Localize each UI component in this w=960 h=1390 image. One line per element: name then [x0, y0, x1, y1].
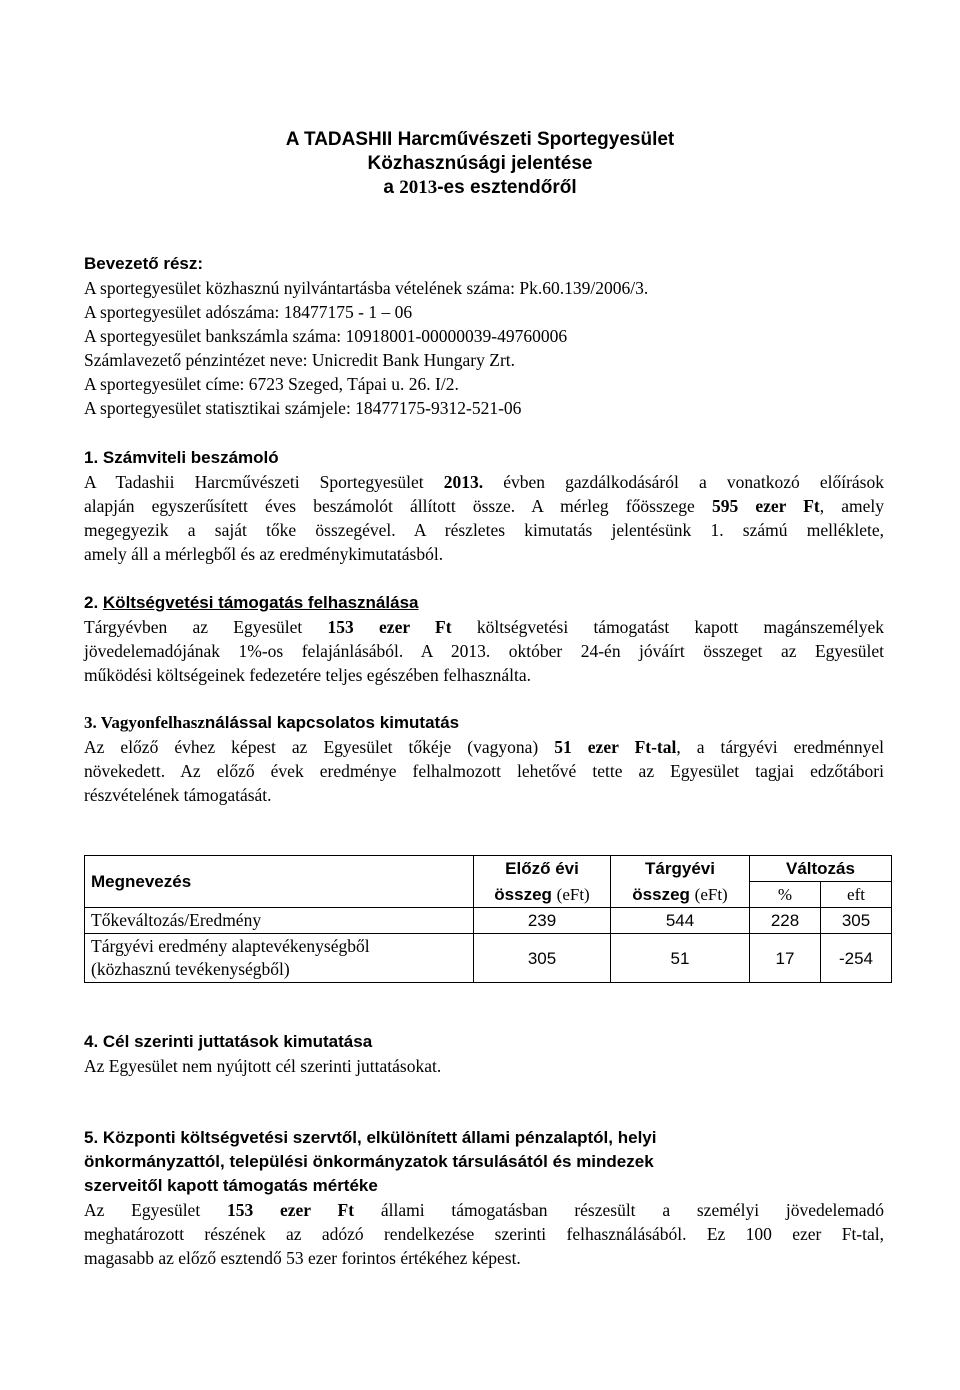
intro-line: A sportegyesület adószáma: 18477175 - 1 – 06 — [84, 302, 413, 322]
section-2-heading: 2. Költségvetési támogatás felhasználása — [84, 593, 419, 612]
section-4 — [84, 1030, 884, 1078]
header-prev: Előző évi — [474, 856, 611, 882]
row-curr: 544 — [611, 908, 750, 934]
intro-heading: Bevezető rész: — [84, 254, 204, 273]
section-2-paragraph: jövedelemadójának 1%-os felajánlásából. A 2013. október 24-én jóváírt összeget az Egyesület — [84, 641, 884, 661]
header-change: Változás — [750, 856, 892, 882]
intro-section — [84, 252, 884, 420]
section-3-paragraph: Az előző évhez képest az Egyesület tőkéje (vagyona) 51 ezer Ft-tal, a tárgyévi eredménnyel — [84, 737, 884, 757]
row-curr: 51 — [611, 934, 750, 983]
header-eft: eft — [821, 882, 892, 908]
section-2 — [84, 591, 884, 687]
section-5-paragraph: meghatározott részének az adózó rendelkezése szerinti felhasználásából. Ez 100 ezer Ft-tal, — [84, 1224, 884, 1244]
row-label: Tőkeváltozás/Eredmény — [85, 908, 474, 934]
row-eft: 305 — [821, 908, 892, 934]
header-pct: % — [750, 882, 821, 908]
section-1-paragraph: amely áll a mérlegből és az eredménykimutatásból. — [84, 544, 444, 564]
section-5-paragraph: magasabb az előző esztendő 53 ezer forintos értékéhez képest. — [84, 1248, 521, 1268]
section-5 — [84, 1126, 884, 1270]
section-1-paragraph: A Tadashii Harcművészeti Sportegyesület 2013. évben gazdálkodásáról a vonatkozó előírások — [84, 472, 884, 492]
section-1-heading: 1. Számviteli beszámoló — [84, 448, 279, 467]
section-5-heading: 5. Központi költségvetési szervtől, elkülönített állami pénzalaptól, helyi — [84, 1128, 657, 1147]
title-line-1: A TADASHII Harcművészeti Sportegyesület — [285, 129, 675, 150]
table-row — [85, 908, 892, 934]
title-line-3: a 2013-es esztendőről — [383, 177, 577, 198]
row-pct: 17 — [750, 934, 821, 983]
intro-line: Számlavezető pénzintézet neve: Unicredit Bank Hungary Zrt. — [84, 350, 516, 370]
header-curr-unit: összeg (eFt) — [611, 882, 750, 908]
row-eft: -254 — [821, 934, 892, 983]
section-4-paragraph: Az Egyesület nem nyújtott cél szerinti juttatásokat. — [84, 1056, 442, 1076]
section-1-paragraph: alapján egyszerűsített éves beszámolót állított össze. A mérleg főösszege 595 ezer Ft, amely — [84, 496, 884, 516]
intro-line: A sportegyesület bankszámla száma: 10918001-00000039-49760006 — [84, 326, 568, 346]
row-prev: 239 — [474, 908, 611, 934]
header-curr: Tárgyévi — [611, 856, 750, 882]
section-3-paragraph: részvételének támogatását. — [84, 785, 272, 805]
section-1 — [84, 446, 884, 566]
section-4-heading: 4. Cél szerinti juttatások kimutatása — [84, 1032, 373, 1051]
section-2-paragraph: működési költségeinek fedezetére teljes egészében felhasználta. — [84, 665, 532, 685]
section-3-heading: 3. Vagyonfelhasználással kapcsolatos kimutatás — [84, 713, 460, 732]
intro-line: A sportegyesület statisztikai számjele: 18477175-9312-521-06 — [84, 398, 522, 418]
capital-change-table — [84, 855, 892, 983]
intro-line: A sportegyesület közhasznú nyilvántartásba vételének száma: Pk.60.139/2006/3. — [84, 278, 649, 298]
section-5-heading: szerveitől kapott támogatás mértéke — [84, 1176, 378, 1195]
row-pct: 228 — [750, 908, 821, 934]
section-3-paragraph: növekedett. Az előző évek eredménye felhalmozott lehetővé tette az Egyesület tagjai edzőtábori — [84, 761, 884, 781]
row-label: Tárgyévi eredmény alaptevékenységből (közhasznú tevékenységből) — [85, 934, 474, 983]
section-5-heading: önkormányzattól, települési önkormányzatok társulásától és mindezek — [84, 1152, 654, 1171]
header-prev-unit: összeg (eFt) — [474, 882, 611, 908]
table-row — [85, 934, 892, 983]
intro-line: A sportegyesület címe: 6723 Szeged, Tápai u. 26. I/2. — [84, 374, 459, 394]
section-1-paragraph: megegyezik a saját tőke összegével. A részletes kimutatás jelentésünk 1. számú melléklete, — [84, 520, 884, 540]
row-prev: 305 — [474, 934, 611, 983]
document-title — [0, 128, 960, 200]
section-3 — [84, 711, 884, 807]
section-2-paragraph: Tárgyévben az Egyesület 153 ezer Ft költségvetési támogatást kapott magánszemélyek — [84, 617, 884, 637]
title-line-2: Közhasznúsági jelentése — [367, 153, 593, 174]
section-5-paragraph: Az Egyesület 153 ezer Ft állami támogatásban részesült a személyi jövedelemadó — [84, 1200, 884, 1220]
header-name: Megnevezés — [85, 856, 474, 908]
